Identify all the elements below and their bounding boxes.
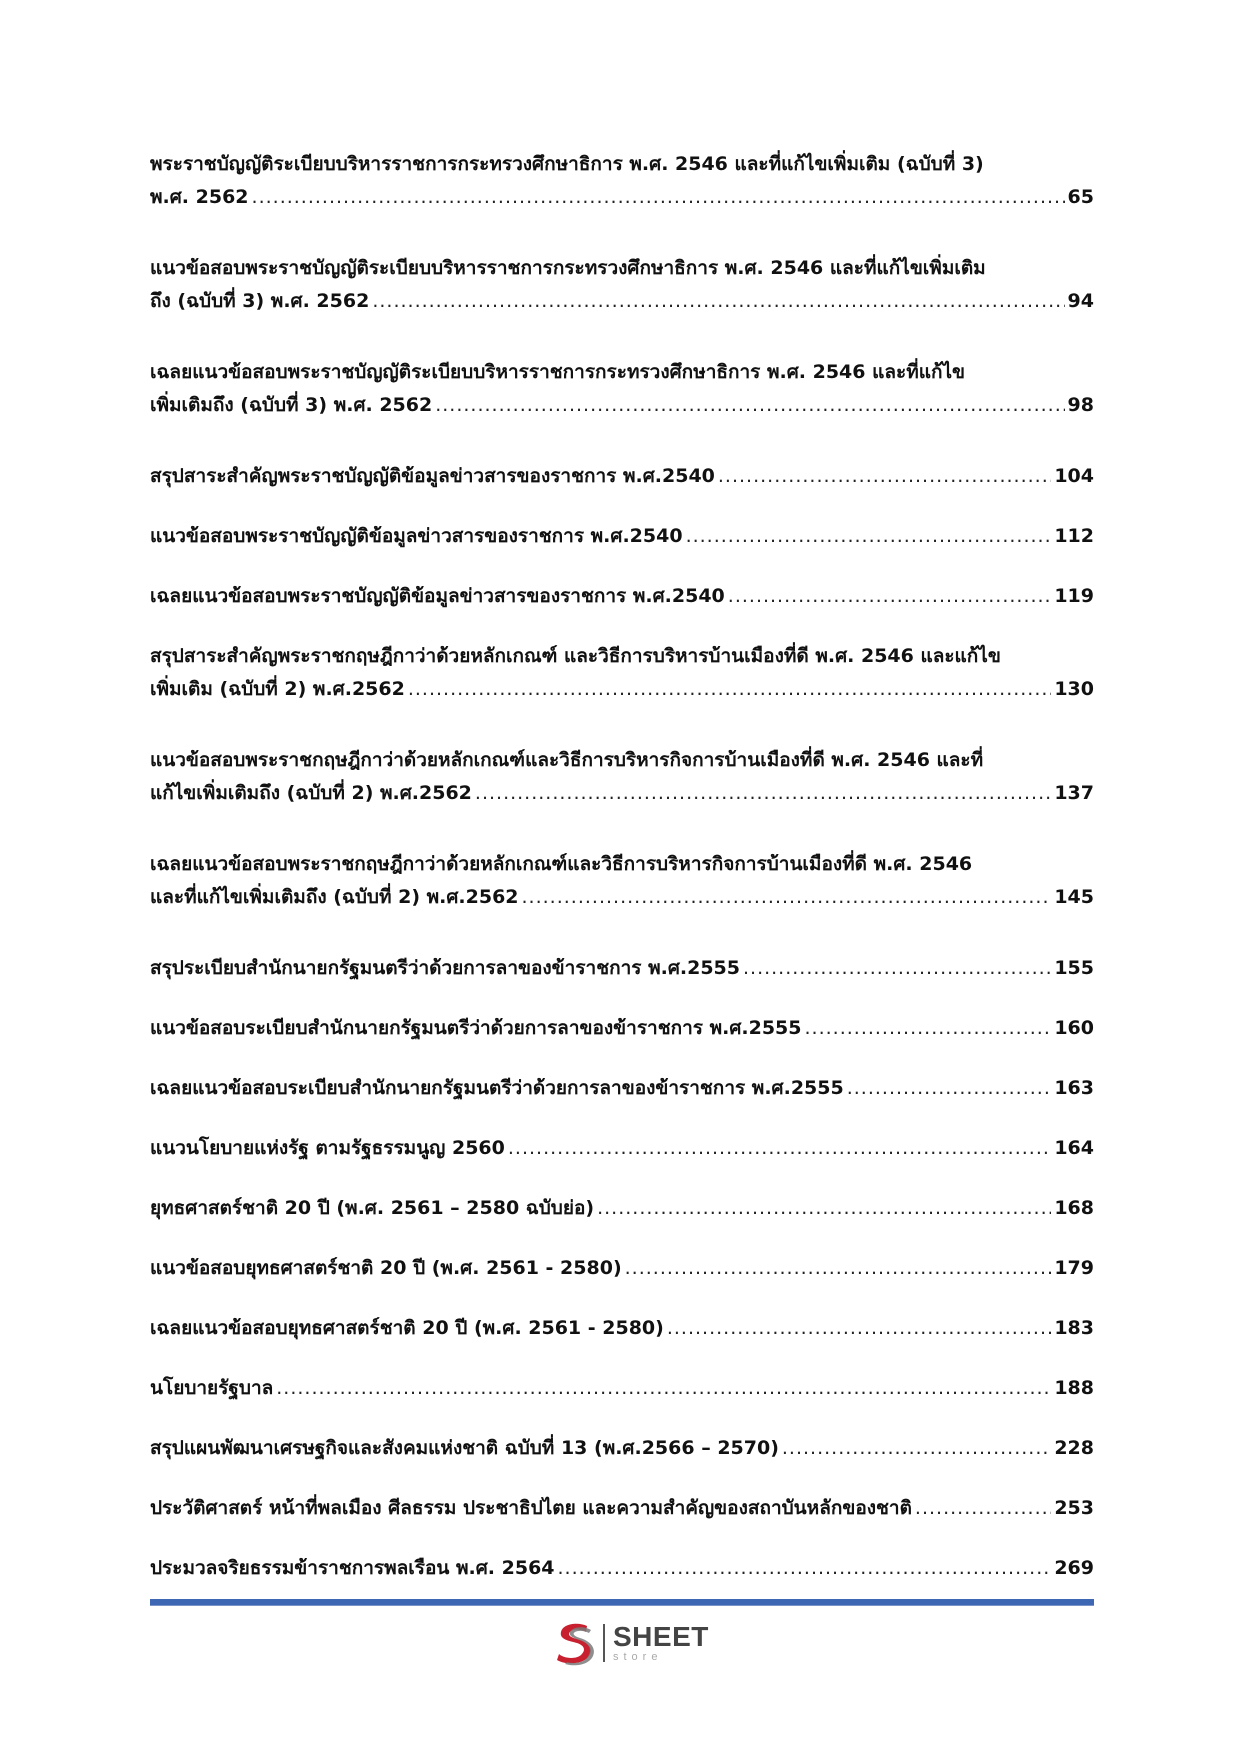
toc-entry[interactable] — [150, 580, 1094, 613]
toc-entry-title-line1: เฉลยแนวข้อสอบพระราชบัญญัติระเบียบบริหารราชการกระทรวงศึกษาธิการ พ.ศ. 2546 และที่แก้ไข — [150, 361, 966, 383]
toc-entry-page: 183 — [1054, 1317, 1094, 1339]
toc-entry-page: 119 — [1054, 585, 1094, 607]
toc-entry-title-line1: พระราชบัญญัติระเบียบบริหารราชการกระทรวงศึกษาธิการ พ.ศ. 2546 และที่แก้ไขเพิ่มเติม (ฉบับที่ 3) — [150, 153, 984, 175]
toc-entry-page: 65 — [1067, 186, 1094, 208]
toc-entry-title: แนวข้อสอบระเบียบสำนักนายกรัฐมนตรีว่าด้วยการลาของข้าราชการ พ.ศ.2555 — [150, 1017, 802, 1039]
toc-entry-title-line1: สรุปสาระสำคัญพระราชกฤษฎีกาว่าด้วยหลักเกณฑ์ และวิธีการบริหารบ้านเมืองที่ดี พ.ศ. 2546 และแก้ไข — [150, 645, 1001, 667]
toc-entry-page: 130 — [1054, 678, 1094, 700]
toc-entry[interactable] — [150, 1252, 1094, 1285]
dot-leader — [522, 881, 1052, 914]
toc-entry-page: 94 — [1067, 290, 1094, 312]
toc-entry[interactable] — [150, 460, 1094, 493]
dot-leader — [743, 952, 1051, 985]
toc-entry-page: 163 — [1054, 1077, 1094, 1099]
toc-entry-title: ประวัติศาสตร์ หน้าที่พลเมือง ศีลธรรม ประชาธิปไตย และความสำคัญของสถาบันหลักของชาติ — [150, 1497, 912, 1519]
dot-leader — [475, 777, 1051, 810]
toc-entry[interactable] — [150, 252, 1094, 318]
toc-entry[interactable] — [150, 1192, 1094, 1225]
dot-leader — [728, 580, 1052, 613]
footer-rule — [150, 1599, 1094, 1606]
toc-entry-title-line1: แนวข้อสอบพระราชกฤษฎีกาว่าด้วยหลักเกณฑ์และวิธีการบริหารกิจการบ้านเมืองที่ดี พ.ศ. 2546 และที่ — [150, 749, 984, 771]
toc-entry[interactable] — [150, 1552, 1094, 1585]
toc-entry-title: พ.ศ. 2562 — [150, 186, 249, 208]
toc-entry[interactable] — [150, 1492, 1094, 1525]
toc-entry-page: 188 — [1054, 1377, 1094, 1399]
toc-entry-title-line1: แนวข้อสอบพระราชบัญญัติระเบียบบริหารราชการกระทรวงศึกษาธิการ พ.ศ. 2546 และที่แก้ไขเพิ่มเติม — [150, 257, 986, 279]
toc-entry[interactable] — [150, 520, 1094, 553]
toc-entry[interactable] — [150, 744, 1094, 810]
toc-entry-title: แก้ไขเพิ่มเติมถึง (ฉบับที่ 2) พ.ศ.2562 — [150, 782, 472, 804]
toc-entry-title: เพิ่มเติมถึง (ฉบับที่ 3) พ.ศ. 2562 — [150, 394, 433, 416]
toc-entry[interactable] — [150, 1372, 1094, 1405]
toc-entry-title: สรุประเบียบสำนักนายกรัฐมนตรีว่าด้วยการลาของข้าราชการ พ.ศ.2555 — [150, 957, 740, 979]
toc-entry-title: ถึง (ฉบับที่ 3) พ.ศ. 2562 — [150, 290, 370, 312]
toc-entry-title: สรุปแผนพัฒนาเศรษฐกิจและสังคมแห่งชาติ ฉบับที่ 13 (พ.ศ.2566 – 2570) — [150, 1437, 779, 1459]
toc-entry[interactable] — [150, 1312, 1094, 1345]
dot-leader — [718, 460, 1051, 493]
toc-entry-page: 155 — [1054, 957, 1094, 979]
toc-entry-page: 228 — [1054, 1437, 1094, 1459]
toc-entry-title: เพิ่มเติม (ฉบับที่ 2) พ.ศ.2562 — [150, 678, 405, 700]
toc-entry-title: เฉลยแนวข้อสอบระเบียบสำนักนายกรัฐมนตรีว่าด้วยการลาของข้าราชการ พ.ศ.2555 — [150, 1077, 844, 1099]
toc-entry-title: และที่แก้ไขเพิ่มเติมถึง (ฉบับที่ 2) พ.ศ.2562 — [150, 886, 519, 908]
dot-leader — [252, 181, 1065, 214]
toc-entry-title: แนวข้อสอบพระราชบัญญัติข้อมูลข่าวสารของราชการ พ.ศ.2540 — [150, 525, 683, 547]
table-of-contents — [150, 148, 1094, 1612]
toc-entry-title: ยุทธศาสตร์ชาติ 20 ปี (พ.ศ. 2561 – 2580 ฉบับย่อ) — [150, 1197, 595, 1219]
toc-entry[interactable] — [150, 1132, 1094, 1165]
toc-entry-page: 98 — [1067, 394, 1094, 416]
dot-leader — [408, 673, 1052, 706]
toc-entry-title: แนวนโยบายแห่งรัฐ ตามรัฐธรรมนูญ 2560 — [150, 1137, 505, 1159]
dot-leader — [847, 1072, 1052, 1105]
toc-entry[interactable] — [150, 848, 1094, 914]
toc-entry[interactable] — [150, 356, 1094, 422]
toc-entry-page: 104 — [1054, 465, 1094, 487]
dot-leader — [435, 389, 1064, 422]
sheet-store-logo-mark — [553, 1620, 597, 1666]
toc-entry-page: 112 — [1054, 525, 1094, 547]
toc-entry-page: 164 — [1054, 1137, 1094, 1159]
logo-wordmark: SHEET — [613, 1621, 709, 1652]
toc-entry-page: 168 — [1054, 1197, 1094, 1219]
dot-leader — [686, 520, 1052, 553]
dot-leader — [276, 1372, 1051, 1405]
toc-entry[interactable] — [150, 1432, 1094, 1465]
toc-entry[interactable] — [150, 640, 1094, 706]
toc-entry[interactable] — [150, 1012, 1094, 1045]
toc-entry-page: 179 — [1054, 1257, 1094, 1279]
dot-leader — [625, 1252, 1052, 1285]
toc-entry[interactable] — [150, 148, 1094, 214]
toc-entry-page: 160 — [1054, 1017, 1094, 1039]
toc-entry-title: นโยบายรัฐบาล — [150, 1377, 274, 1399]
dot-leader — [782, 1432, 1051, 1465]
toc-entry-title: แนวข้อสอบยุทธศาสตร์ชาติ 20 ปี (พ.ศ. 2561 - 2580) — [150, 1257, 622, 1279]
toc-entry-title: เฉลยแนวข้อสอบยุทธศาสตร์ชาติ 20 ปี (พ.ศ. 2561 - 2580) — [150, 1317, 664, 1339]
dot-leader — [597, 1192, 1051, 1225]
toc-entry-page: 145 — [1054, 886, 1094, 908]
dot-leader — [508, 1132, 1051, 1165]
toc-entry-title: เฉลยแนวข้อสอบพระราชบัญญัติข้อมูลข่าวสารของราชการ พ.ศ.2540 — [150, 585, 725, 607]
dot-leader — [805, 1012, 1052, 1045]
sheet-store-logo — [553, 1618, 709, 1668]
toc-entry-page: 137 — [1054, 782, 1094, 804]
toc-entry-title-line1: เฉลยแนวข้อสอบพระราชกฤษฎีกาว่าด้วยหลักเกณฑ์และวิธีการบริหารกิจการบ้านเมืองที่ดี พ.ศ. 2546 — [150, 853, 973, 875]
logo-separator — [603, 1624, 605, 1662]
dot-leader — [372, 285, 1064, 318]
dot-leader — [558, 1552, 1052, 1585]
toc-entry-page: 253 — [1054, 1497, 1094, 1519]
dot-leader — [667, 1312, 1051, 1345]
toc-entry-title: สรุปสาระสำคัญพระราชบัญญัติข้อมูลข่าวสารของราชการ พ.ศ.2540 — [150, 465, 715, 487]
logo-subword: store — [613, 1651, 663, 1663]
toc-entry[interactable] — [150, 1072, 1094, 1105]
toc-entry[interactable] — [150, 952, 1094, 985]
dot-leader — [915, 1492, 1051, 1525]
toc-entry-title: ประมวลจริยธรรมข้าราชการพลเรือน พ.ศ. 2564 — [150, 1557, 555, 1579]
toc-entry-page: 269 — [1054, 1557, 1094, 1579]
